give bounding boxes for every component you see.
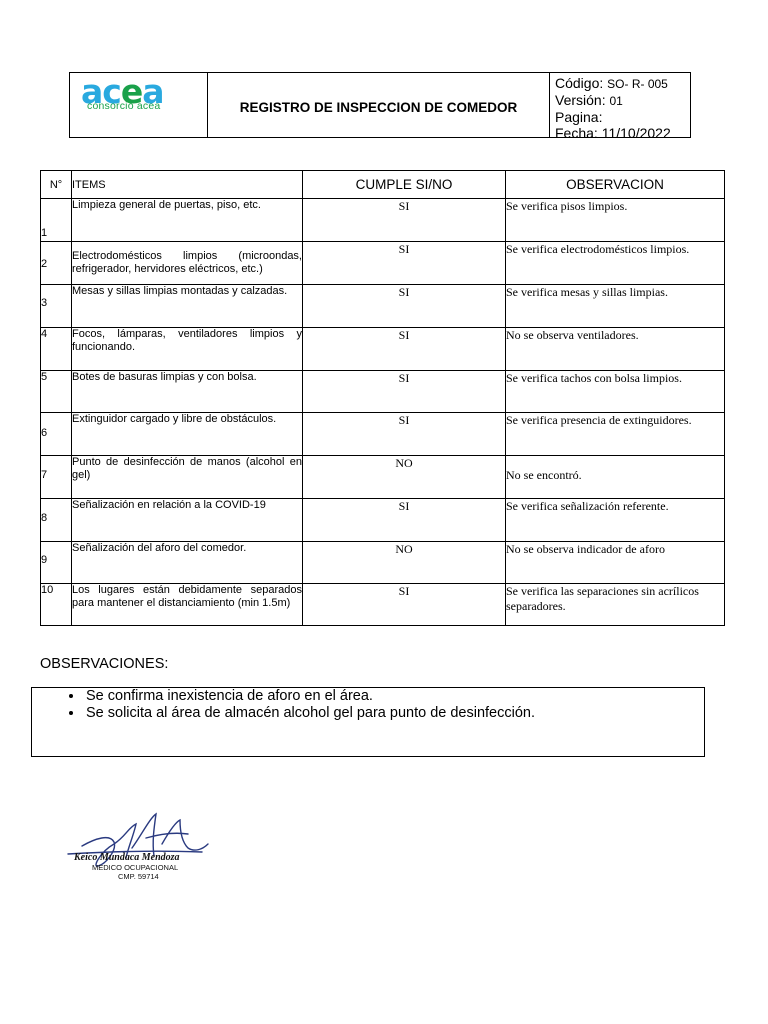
row-item: Punto de desinfección de manos (alcohol en gel) [72,456,303,499]
row-cumple: SI [303,242,506,285]
table-row [41,285,725,328]
row-observacion: Se verifica pisos limpios. [506,199,725,242]
observaciones-title: OBSERVACIONES: [40,656,169,672]
row-number-text: 2 [41,258,48,270]
row-number-text: 1 [41,227,48,239]
row-item: Limpieza general de puertas, piso, etc. [72,199,303,242]
row-number [41,242,72,285]
row-item: Focos, lámparas, ventiladores limpios y funcionando. [72,328,303,371]
row-number [41,542,72,584]
row-item: Extinguidor cargado y libre de obstáculos. [72,413,303,456]
row-observacion: Se verifica electrodomésticos limpios. [506,242,725,285]
row-cumple: NO [303,456,506,499]
row-number-text: 10 [41,584,54,596]
row-item: Electrodomésticos limpios (microondas, refrigerador, hervidores eléctricos, etc.) [72,242,303,285]
row-number [41,584,72,626]
company-logo [70,73,208,137]
row-number-text: 5 [41,371,48,383]
row-cumple: SI [303,199,506,242]
fecha-line [555,125,690,141]
inspection-table [40,170,725,626]
row-number [41,328,72,371]
col-header-no: N° [41,171,72,199]
table-row [41,371,725,413]
row-cumple: SI [303,584,506,626]
document-header [69,72,691,141]
row-item: Botes de basuras limpias y con bolsa. [72,371,303,413]
row-item: Señalización del aforo del comedor. [72,542,303,584]
row-observacion: Se verifica presencia de extinguidores. [506,413,725,456]
row-number [41,285,72,328]
row-item: Mesas y sillas limpias montadas y calzadas. [72,285,303,328]
row-number-text: 4 [41,328,48,340]
observaciones-list [32,688,704,722]
table-row [41,242,725,285]
row-number [41,199,72,242]
codigo-value: SO- R- 005 [607,77,668,91]
table-row [41,456,725,499]
row-number-text: 9 [41,554,48,566]
row-observacion: Se verifica las separaciones sin acrílicos separadores. [506,584,725,626]
fecha-label: Fecha: [555,125,598,141]
row-cumple: SI [303,499,506,542]
row-observacion: No se observa ventiladores. [506,328,725,371]
observaciones-box [31,687,705,757]
table-row [41,542,725,584]
logo-wordmark: acea [81,72,164,111]
codigo-label: Código: [555,75,604,91]
row-observacion: Se verifica señalización referente. [506,499,725,542]
row-number-text: 7 [41,469,48,481]
table-row [41,413,725,456]
codigo-line [555,75,690,92]
table-row [41,584,725,626]
row-observacion: Se verifica tachos con bolsa limpios. [506,371,725,413]
row-number [41,371,72,413]
row-number-text: 6 [41,427,48,439]
row-cumple: SI [303,285,506,328]
row-number-text: 3 [41,297,48,309]
row-cumple: SI [303,328,506,371]
fecha-value: 11/10/2022 [601,125,671,141]
document-title: REGISTRO DE INSPECCION DE COMEDOR [208,73,550,137]
logo-subtitle: consorcio acea [87,100,161,112]
row-number-text: 8 [41,512,48,524]
row-cumple: SI [303,371,506,413]
row-item: Los lugares están debidamente separados para mantener el distanciamiento (min 1.5m) [72,584,303,626]
signature-stamp [62,808,232,888]
row-item: Señalización en relación a la COVID-19 [72,499,303,542]
table-row [41,499,725,542]
table-row [41,199,725,242]
col-header-cumple: CUMPLE SI/NO [303,171,506,199]
col-header-items: ITEMS [72,171,303,199]
row-number [41,456,72,499]
row-observacion: Se verifica mesas y sillas limpias. [506,285,725,328]
signature-cmp: CMP. 59714 [118,872,159,881]
row-cumple: NO [303,542,506,584]
version-line [555,92,690,109]
list-item: • Se solicita al área de almacén alcohol gel para punto de desinfección. [84,705,704,722]
row-observacion: No se encontró. [506,456,725,499]
row-number [41,413,72,456]
version-label: Versión: [555,92,606,108]
document-meta [550,73,690,141]
col-header-observacion: OBSERVACION [506,171,725,199]
table-row [41,328,725,371]
pagina-line [555,109,690,125]
row-number [41,499,72,542]
table-header-row [41,171,725,199]
pagina-label: Pagina: [555,109,603,125]
signature-role: MEDICO OCUPACIONAL [92,863,179,872]
signature-name: Keico Mundaca Mendoza [74,852,180,863]
version-value: 01 [609,94,623,108]
row-cumple: SI [303,413,506,456]
list-item: • Se confirma inexistencia de aforo en el área. [84,688,704,705]
row-observacion: No se observa indicador de aforo [506,542,725,584]
